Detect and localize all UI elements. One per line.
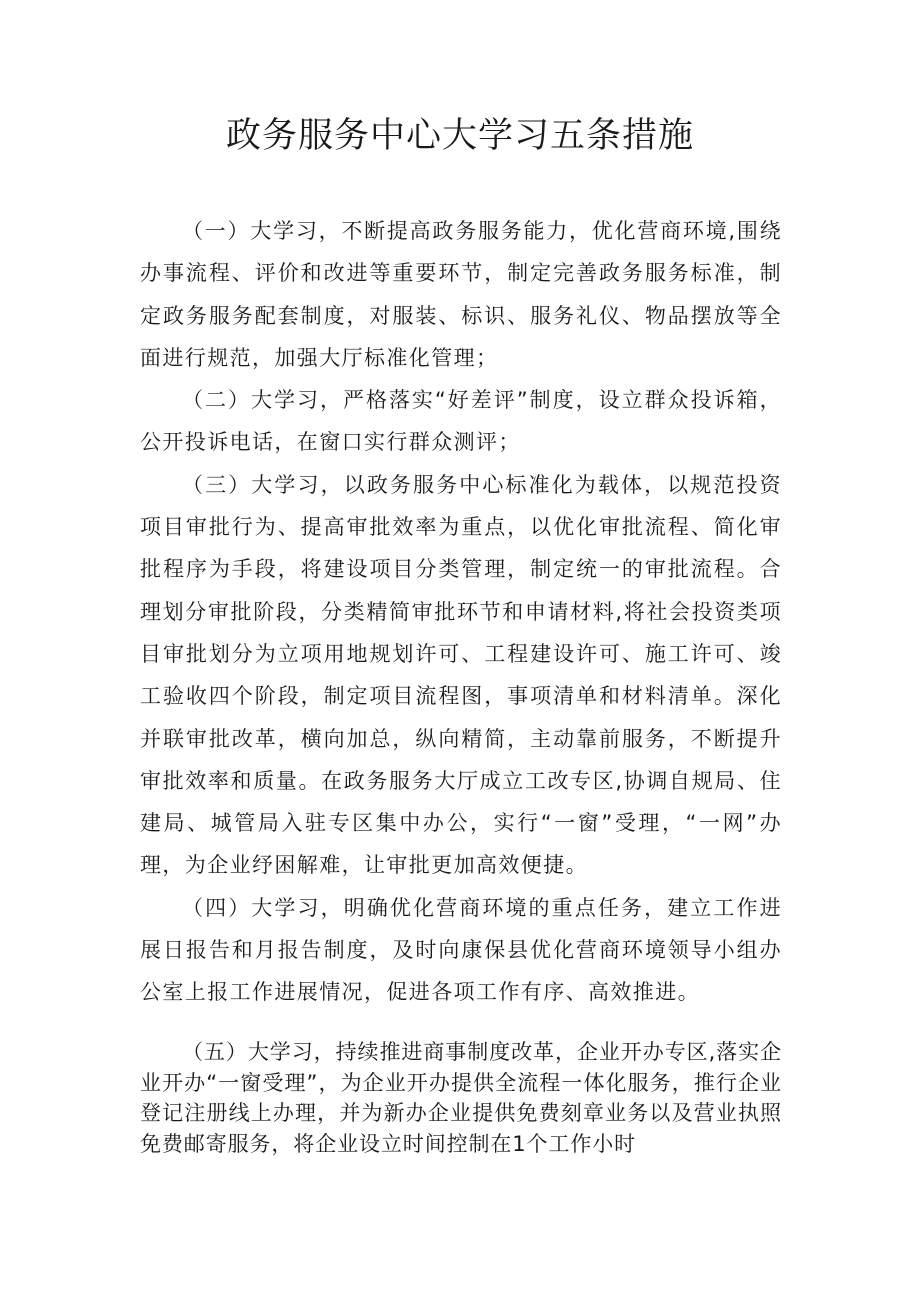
- paragraph-3: （三）大学习，以政务服务中心标准化为载体，以规范投资项目审批行为、提高审批效率为重点，以优化审批流程、简化审批程序为手段，将建设项目分类管理，制定统一的审批流程。合理划分审批阶段，分类精简审批环节和申请材料,将社会投资类项目审批划分为立项用地规划许可、工程建设许可、施工许可、竣工验收四个阶段，制定项目流程图，事项清单和材料清单。深化并联审批改革，横向加总，纵向精简，主动靠前服务，不断提升审批效率和质量。在政务服务大厅成立工改专区,协调自规局、住建局、城管局入驻专区集中办公，实行“一窗”受理，“一网”办理，为企业纾困解难，让审批更加高效便捷。: [140, 472, 782, 878]
- paragraph-5: （五）大学习，持续推进商事制度改革，企业开办专区,落实企业开办“一窗受理”，为企业开办提供全流程一体化服务，推行企业登记注册线上办理，并为新办企业提供免费刻章业务以及营业执照免费邮寄服务，将企业设立时间控制在1个工作小时: [140, 1040, 782, 1156]
- paragraph-2: （二）大学习，严格落实“好差评”制度，设立群众投诉箱，公开投诉电话，在窗口实行群众测评；: [140, 388, 782, 455]
- document-body-continued: [140, 1037, 782, 1159]
- paragraph-4: （四）大学习，明确优化营商环境的重点任务，建立工作进展日报告和月报告制度，及时向康保县优化营商环境领导小组办公室上报工作进展情况，促进各项工作有序、高效推进。: [140, 895, 782, 1005]
- document-title: 政务服务中心大学习五条措施: [225, 116, 694, 156]
- document-body: [140, 210, 782, 1014]
- paragraph-1: （一）大学习，不断提高政务服务能力，优化营商环境,围绕办事流程、评价和改进等重要环节，制定完善政务服务标准，制定政务服务配套制度，对服装、标识、服务礼仪、物品摆放等全面进行规范，加强大厅标准化管理；: [140, 219, 782, 370]
